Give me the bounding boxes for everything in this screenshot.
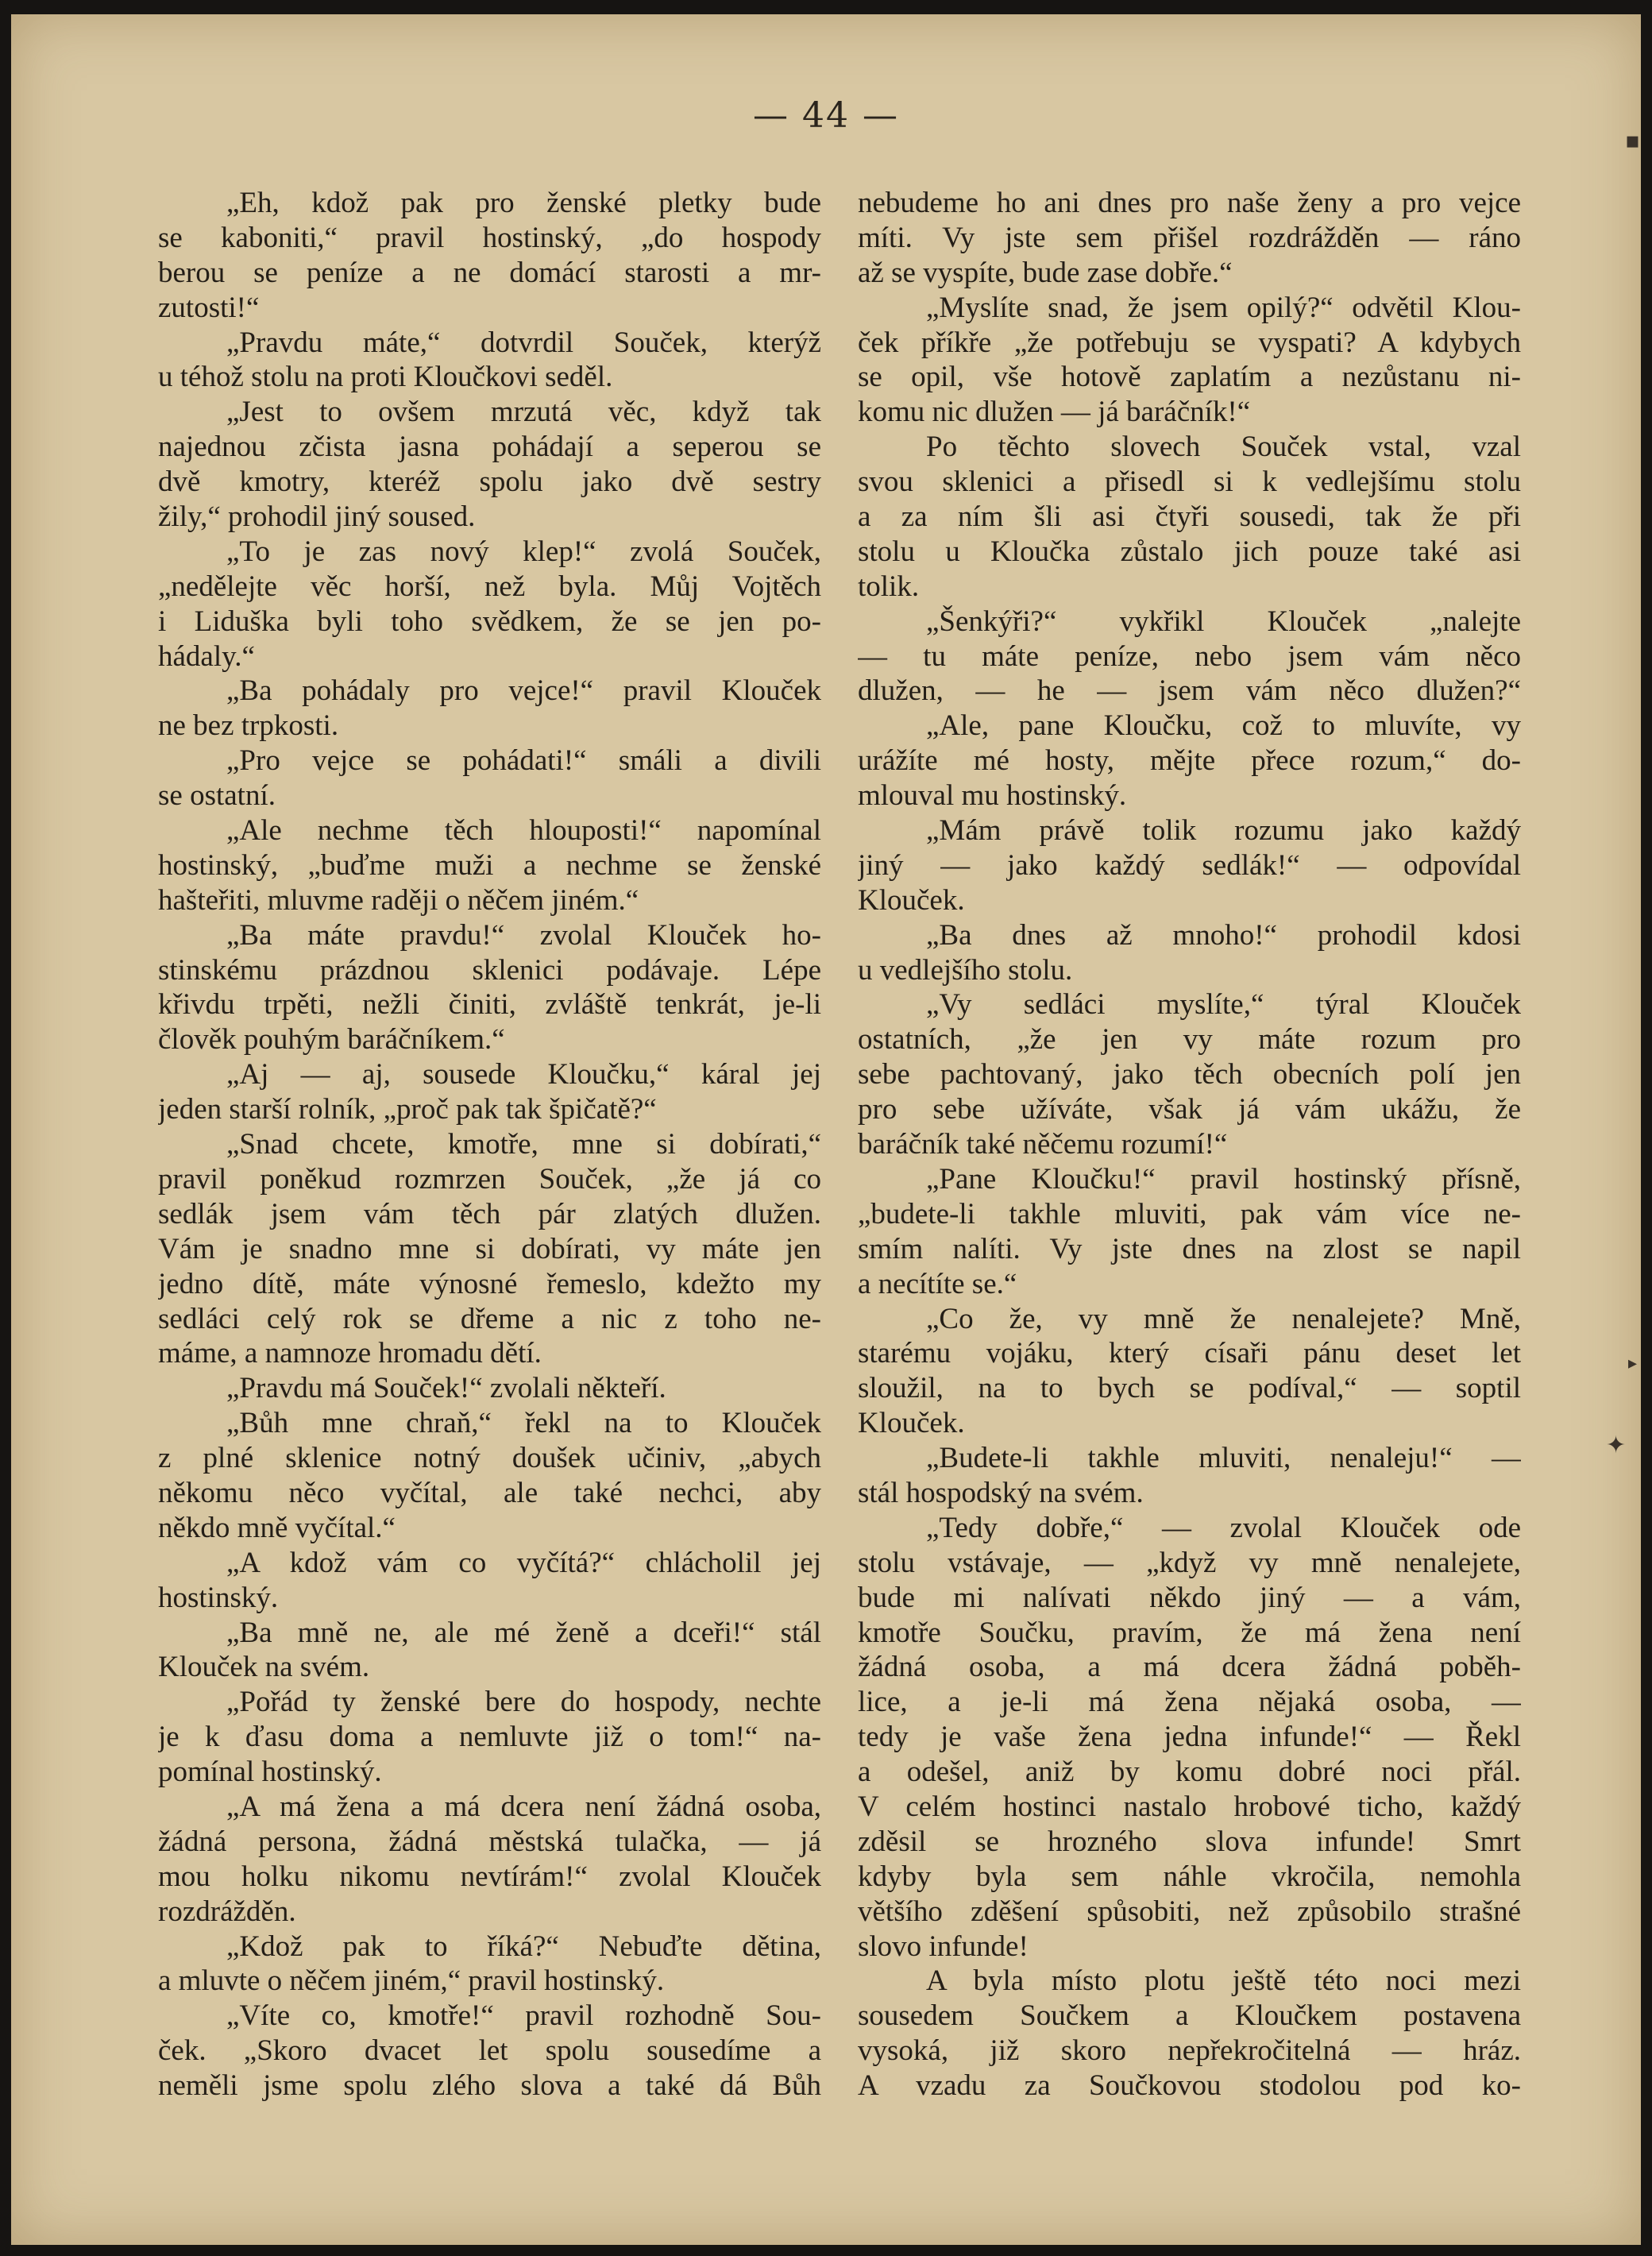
text-line: i Liduška byli toho svědkem, že se jen po- xyxy=(158,605,821,638)
text-line: pomínal hostinský. xyxy=(158,1756,382,1789)
text-line: „Myslíte snad, že jsem opilý?“ odvětil Klou- xyxy=(926,291,1521,324)
text-line: sousedem Součkem a Kloučkem postavena xyxy=(858,1999,1521,2033)
text-line: starému vojáku, který císaři pánu deset let xyxy=(858,1337,1521,1370)
text-line: — tu máte peníze, nebo jsem vám něco xyxy=(858,639,1521,673)
text-line: a odešel, aniž by komu dobré noci přál. xyxy=(858,1756,1521,1789)
text-line: je k ďasu doma a nemluvte již o tom!“ na- xyxy=(158,1721,821,1754)
text-line: žádná osoba, a má dcera žádná poběh- xyxy=(858,1651,1521,1684)
text-line: míti. Vy jste sem přišel rozdrážděn — ráno xyxy=(858,221,1521,254)
text-line: ček. „Skoro dvacet let spolu sousedíme a xyxy=(158,2034,821,2068)
text-line: žily,“ prohodil jiný soused. xyxy=(158,500,476,534)
text-line: stolu vstávaje, — „když vy mně nenalejete, xyxy=(858,1546,1521,1579)
text-line: Klouček. xyxy=(858,883,965,917)
text-line: člověk pouhým baráčníkem.“ xyxy=(158,1023,505,1057)
text-line: jeden starší rolník, „proč pak tak špičatě?“ xyxy=(158,1093,657,1126)
text-line: smím nalíti. Vy jste dnes na zlost se napil xyxy=(858,1232,1521,1265)
text-line: zděsil se hrozného slova infunde! Smrt xyxy=(858,1825,1521,1858)
text-line: „To je zas nový klep!“ zvolá Souček, xyxy=(226,535,821,568)
text-line: „Mám právě tolik rozumu jako každý xyxy=(926,814,1521,848)
book-page xyxy=(11,14,1641,2245)
text-line: se kaboniti,“ pravil hostinský, „do hospody xyxy=(158,221,821,254)
text-line: svou sklenici a přisedl si k vedlejšímu stolu xyxy=(858,465,1521,499)
text-line: „Pro vejce se pohádati!“ smáli a divili xyxy=(226,744,821,778)
text-line: hostinský. xyxy=(158,1581,279,1614)
text-line: kdyby byla sem náhle vkročila, nemohla xyxy=(858,1860,1521,1893)
text-line: se ostatní. xyxy=(158,779,276,813)
text-line: „Ba dnes až mnoho!“ prohodil kdosi xyxy=(926,918,1521,952)
text-line: „Ba mně ne, ale mé ženě a dceři!“ stál xyxy=(226,1616,821,1649)
text-line: hádaly.“ xyxy=(158,639,255,673)
text-line: tolik. xyxy=(858,570,920,603)
text-line: „Pane Kloučku!“ pravil hostinský přísně, xyxy=(926,1162,1521,1196)
text-line: „Ale nechme těch hlouposti!“ napomínal xyxy=(226,814,821,848)
text-line: „Jest to ovšem mrzutá věc, když tak xyxy=(226,396,821,429)
text-line: „Budete-li takhle mluviti, nenaleju!“ — xyxy=(926,1442,1521,1475)
text-line: tedy je vaše žena jedna infunde!“ — Řekl xyxy=(858,1721,1521,1754)
text-line: až se vyspíte, bude zase dobře.“ xyxy=(858,256,1233,289)
left-text-column xyxy=(158,186,821,2103)
text-line: dlužen, — he — jsem vám něco dlužen?“ xyxy=(858,674,1521,708)
text-line: „A kdož vám co vyčítá?“ chlácholil jej xyxy=(226,1546,821,1579)
text-line: Vám je snadno mne si dobírati, vy máte jen xyxy=(158,1232,821,1265)
text-line: sebe pachtovaný, jako těch obecních polí jen xyxy=(858,1058,1521,1091)
text-line: urážíte mé hosty, mějte přece rozum,“ do- xyxy=(858,744,1521,778)
text-line: „Aj — aj, sousede Kloučku,“ káral jej xyxy=(226,1058,821,1091)
text-line: jiný — jako každý sedlák!“ — odpovídal xyxy=(858,848,1521,882)
text-line: u téhož stolu na proti Kloučkovi seděl. xyxy=(158,361,613,394)
text-line: „Ale, pane Kloučku, což to mluvíte, vy xyxy=(926,709,1521,743)
text-line: „Co že, vy mně že nenalejete? Mně, xyxy=(926,1302,1521,1335)
page-number: — 44 — xyxy=(753,95,899,136)
text-line: „Kdož pak to říká?“ Nebuďte dětina, xyxy=(226,1930,821,1963)
text-line: nebudeme ho ani dnes pro naše ženy a pro vejce xyxy=(858,187,1521,219)
text-line: pro sebe užíváte, však já vám ukážu, že xyxy=(858,1093,1521,1126)
text-line: sedlák jsem vám těch pár zlatých dlužen. xyxy=(158,1197,821,1230)
text-line: Klouček na svém. xyxy=(158,1651,370,1684)
text-line: neměli jsme spolu zlého slova a také dá Bůh xyxy=(158,2069,821,2103)
text-line: „Tedy dobře,“ — zvolal Klouček ode xyxy=(926,1511,1521,1544)
text-line: stál hospodský na svém. xyxy=(858,1476,1144,1509)
text-line: komu nic dlužen — já baráčník!“ xyxy=(858,396,1251,429)
margin-mark-icon: ▪ xyxy=(1625,127,1640,153)
text-line: „Pravdu máte,“ dotvrdil Souček, kterýž xyxy=(226,326,821,359)
text-line: stinskému prázdnou sklenici podávaje. Lépe xyxy=(158,953,821,987)
text-line: lice, a je-li má žena nějaká osoba, — xyxy=(858,1686,1521,1719)
text-line: sedláci celý rok se dřeme a nic z toho ne- xyxy=(158,1302,821,1335)
text-line: ne bez trpkosti. xyxy=(158,709,339,743)
text-line: „Pravdu má Souček!“ zvolali někteří. xyxy=(226,1372,666,1405)
text-line: a necítíte se.“ xyxy=(858,1267,1017,1300)
text-line: „Víte co, kmotře!“ pravil rozhodně Sou- xyxy=(226,1999,821,2033)
text-line: sloužil, na to bych se podíval,“ — soptil xyxy=(858,1372,1521,1405)
text-line: jedno dítě, máte výnosné řemeslo, kdežto my xyxy=(158,1267,821,1300)
text-line: „Pořád ty ženské bere do hospody, nechte xyxy=(226,1686,821,1719)
text-line: a mluvte o něčem jiném,“ pravil hostinský. xyxy=(158,1964,665,1998)
text-line: „Šenkýři?“ vykřikl Klouček „nalejte xyxy=(926,605,1521,638)
right-text-column xyxy=(858,186,1521,2103)
text-line: „Ba máte pravdu!“ zvolal Klouček ho- xyxy=(226,918,821,952)
text-line: A byla místo plotu ještě této noci mezi xyxy=(926,1964,1521,1998)
text-line: stolu u Kloučka zůstalo jich pouze také asi xyxy=(858,535,1521,568)
text-line: „Bůh mne chraň,“ řekl na to Klouček xyxy=(226,1407,821,1440)
text-line: většího zděšení spůsobiti, než způsobilo strašné xyxy=(858,1895,1521,1928)
text-line: „Vy sedláci myslíte,“ týral Klouček xyxy=(926,988,1521,1022)
text-line: V celém hostinci nastalo hrobové ticho, každý xyxy=(858,1790,1521,1823)
text-line: hašteřiti, mluvme raději o něčem jiném.“ xyxy=(158,883,639,917)
text-line: ček příkře „že potřebuju se vyspati? A kdybych xyxy=(858,326,1521,359)
text-line: „Snad chcete, kmotře, mne si dobírati,“ xyxy=(226,1128,821,1161)
text-line: dvě kmotry, kteréž spolu jako dvě sestry xyxy=(158,465,821,499)
text-line: máme, a namnoze hromadu dětí. xyxy=(158,1337,542,1370)
text-line: mlouval mu hostinský. xyxy=(858,779,1127,813)
text-line: baráčník také něčemu rozumí!“ xyxy=(858,1128,1228,1161)
text-line: Po těchto slovech Souček vstal, vzal xyxy=(926,431,1521,464)
text-line: zutosti!“ xyxy=(158,291,260,324)
text-line: u vedlejšího stolu. xyxy=(858,953,1073,987)
margin-mark-icon: ✦ xyxy=(1606,1431,1627,1459)
text-line: vysoká, již skoro nepřekročitelná — hráz. xyxy=(858,2034,1521,2068)
text-line: berou se peníze a ne domácí starosti a mr- xyxy=(158,256,821,289)
text-line: bude mi nalívati někdo jiný — a vám, xyxy=(858,1581,1521,1614)
text-line: slovo infunde! xyxy=(858,1930,1029,1963)
text-line: „Eh, kdož pak pro ženské pletky bude xyxy=(226,187,821,219)
text-line: „nedělejte věc horší, než byla. Můj Vojtěch xyxy=(158,570,821,603)
text-line: Klouček. xyxy=(858,1407,965,1440)
text-line: žádná persona, žádná městská tulačka, — já xyxy=(158,1825,821,1858)
text-line: se opil, vše hotově zaplatím a nezůstanu ni- xyxy=(858,361,1521,394)
text-line: „budete-li takhle mluviti, pak vám více ne- xyxy=(858,1197,1521,1230)
text-line: „Ba pohádaly pro vejce!“ pravil Klouček xyxy=(226,674,821,708)
text-line: a za ním šli asi čtyři sousedi, tak že při xyxy=(858,500,1521,534)
text-line: ostatních, „že jen vy máte rozum pro xyxy=(858,1023,1521,1057)
margin-mark-icon: ▸ xyxy=(1628,1354,1638,1373)
text-line: A vzadu za Součkovou stodolou pod ko- xyxy=(858,2069,1521,2103)
text-line: hostinský, „buďme muži a nechme se ženské xyxy=(158,848,821,882)
text-line: někomu něco vyčítal, ale také nechci, aby xyxy=(158,1476,821,1509)
text-line: křivdu trpěti, nežli činiti, zvláště tenkrát, je-li xyxy=(158,988,821,1022)
text-line: mou holku nikomu nevtírám!“ zvolal Klouček xyxy=(158,1860,821,1893)
text-line: někdo mně vyčítal.“ xyxy=(158,1511,396,1544)
text-line: najednou zčista jasna pohádají a seperou se xyxy=(158,431,821,464)
text-line: z plné sklenice notný doušek učiniv, „abych xyxy=(158,1442,821,1475)
text-line: kmotře Součku, pravím, že má žena není xyxy=(858,1616,1521,1649)
text-line: pravil poněkud rozmrzen Souček, „že já co xyxy=(158,1162,821,1196)
text-line: „A má žena a má dcera není žádná osoba, xyxy=(226,1790,821,1823)
text-line: rozdrážděn. xyxy=(158,1895,296,1928)
